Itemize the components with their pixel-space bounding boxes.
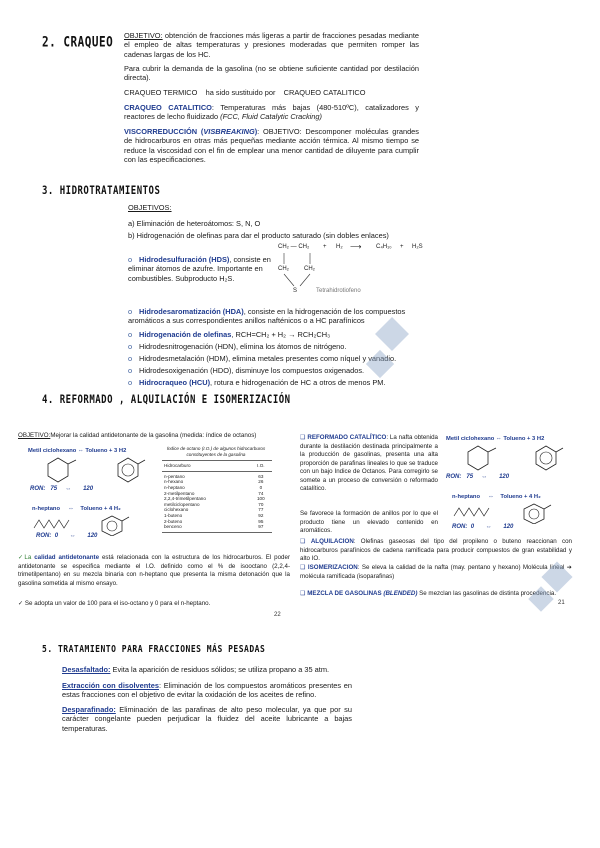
right-ron-label: RON: (446, 474, 462, 480)
checkbox-square-icon: ❑ (300, 434, 308, 441)
isomerizacion-paragraph (300, 564, 572, 581)
table-header-row (162, 461, 272, 472)
table-cell: 26 (258, 479, 264, 485)
table-cell: n-heptano (164, 484, 185, 490)
heading-reformado: 4. REFORMADO , ALQUILACIÓN E ISOMERIZACIÓN (42, 394, 291, 407)
right-r2-left: n-heptano (452, 494, 481, 500)
hdm-item: o Hidrodesmetalación (HDM), elimina metales presentes como níquel y vanadio. (128, 354, 397, 363)
reaction-ch2b: CH₂ (304, 266, 315, 272)
reformado-p2: Se favorece la formación de anillos por lo que el producto tiene un elevado contenido en aromáticos. (300, 510, 438, 534)
calidad-text: está relacionada con la estructura de los hidrocarburos. El poder antidetonante se especifica mediante el I.O. definido como el % de isooctano (2,2,4-trimetilpentano) en su mezcla binaria con n-heptano que presenta la misma detonación que la gasolina sometida al mismo ensayo. (18, 554, 291, 587)
ron2a: 0 (54, 533, 59, 539)
ring-molecules-1 (46, 456, 146, 486)
right-ron-arrow-2: ⇔ (485, 524, 492, 530)
extraccion (62, 681, 352, 700)
right-ron-label-2: RON: (452, 524, 468, 530)
heading-craqueo: 2. CRAQUEO (42, 34, 114, 51)
right-r2-arrow: ⇔ (488, 494, 494, 500)
ron2-row (36, 533, 97, 539)
hds-reaction (278, 244, 438, 304)
ext-text: : Eliminación de los compuestos aromáticos presentes en estas fracciones con el objetivo de evitar la oxidación de los aceites de refino. (62, 681, 352, 700)
octane-table-body (162, 460, 272, 533)
r1-label: Metil ciclohexano ⇔ Tolueno + 3 H2 (28, 448, 127, 454)
table-cell: 1-buteno (164, 512, 183, 518)
table-cell: ciclohexano (164, 507, 189, 513)
objetivos-label: OBJETIVOS: (128, 203, 172, 212)
reaction-s: S (293, 288, 298, 294)
r2-right: Tolueno + 4 H₂ (80, 506, 121, 512)
right-ron2b: 120 (503, 524, 514, 530)
alq-label: ALQUILACION (310, 538, 354, 545)
table-cell: 2-buteno (164, 518, 183, 524)
ron-label-2: RON: (36, 533, 52, 539)
table-header-cell: I.O. (257, 463, 265, 469)
table-cell: 70 (258, 501, 264, 507)
slide-left (18, 432, 298, 622)
alquilacion-paragraph (300, 538, 572, 564)
ext-label: Extracción con disolventes (62, 681, 159, 690)
craqueo-objetivo (124, 31, 419, 59)
table-header-cell: Hidrocarburo (164, 463, 191, 469)
hcu-text: , rotura e hidrogenación de HC a otros de menos PM. (210, 378, 386, 387)
right-r2-row (452, 494, 541, 500)
hds-item: o Hidrodesulfuración (HDS), consiste en eliminar átomos de azufre. Importante en combustibles. Subproducto H₂S. (128, 255, 271, 283)
table-row (162, 524, 272, 532)
heading-tratamiento: 5. TRATAMIENTO PARA FRACCIONES MÁS PESADAS (42, 643, 266, 655)
objetivo-a: a) Eliminación de heteroátomos: S, N, O (128, 219, 261, 228)
page-number-21: 21 (558, 600, 565, 606)
visb-text: : OBJETIVO: Descomponer moléculas grandes de hidrocarburos en otras más pequeñas mediante acción térmica. Al mismo tiempo se reduce la viscosidad con el fin de emplear una menor cantidad de diluyente para cumplir con las especificaciones. (124, 127, 419, 165)
reaction-ch2a: CH₂ (278, 266, 289, 272)
hdn-text: Hidrodesnitrogenación (HDN), elimina los átomos de nitrógeno. (139, 342, 347, 351)
hda-item: o Hidrodesaromatización (HDA), consiste en la hidrogenación de los compuestos aromáticos a sus correspondientes anillos nafténicos o a HC parafínicos (128, 307, 406, 326)
table-cell: 95 (258, 518, 264, 524)
table-cell: 77 (258, 507, 264, 513)
right-ron1a: 75 (466, 474, 474, 480)
reaction-plus2: + (400, 244, 404, 250)
table-cell: benceno (164, 524, 182, 530)
mez-text: Se mezclan las gasolinas de distinta procedencia. (417, 590, 557, 597)
hds-label: Hidrodesulfuración (HDS) (139, 255, 230, 264)
craqueo-p2: Para cubrir la demanda de la gasolina (no se obtiene suficiente cantidad por destilación directa). (124, 64, 419, 83)
desp-label: Desparafinado: (62, 705, 116, 714)
alq-text: : Olefinas gaseosas del tipo del propileno o buteno reaccionan con hidrocarburos parafínicos de cadena ramificada para producir compuestos de gran estabilidad y alto IO. (300, 538, 572, 562)
craqueo-termico-line (124, 88, 419, 97)
right-ron2-row (452, 524, 513, 530)
ron-arrow: ⇔ (65, 486, 72, 492)
hcu-label: Hidrocraqueo (HCU) (139, 378, 211, 387)
table-cell: 2,2,4-trimetilpentano (164, 496, 206, 502)
craqueo-catalitico (124, 103, 419, 122)
ron1a: 75 (50, 486, 58, 492)
ron-arrow-2: ⇔ (69, 533, 76, 539)
right-ron1-row (446, 474, 509, 480)
desasfaltado (62, 665, 362, 674)
objetivo-text: obtención de fracciones más ligeras a partir de fracciones pesadas mediante el empleo de altas temperaturas y presiones moderadas que permiten romper las cadenas largas de los HC. (124, 31, 419, 59)
reformado-paragraph (300, 434, 438, 494)
chain-molecules-2 (452, 502, 562, 524)
slide-objetivo-text: Mejorar la calidad antidetonante de la gasolina (medida: índice de octanos) (50, 432, 257, 439)
octane-table (156, 446, 276, 533)
table-cell: 0 (259, 484, 263, 490)
table-cell: n-pentano (164, 473, 185, 479)
table-cell: 74 (258, 490, 264, 496)
ron1-row (30, 486, 93, 492)
viscorreduccion: VISCORREDUCCIÓN (VISBREAKING): OBJETIVO: Descomponer moléculas grandes de hidrocarburos en otras más pequeñas mediante acción térmica. Al mismo tiempo se reduce la viscosidad con el fin de emplear una menor cantidad de diluyente para cumplir con las especificaciones. (124, 127, 419, 165)
ron1b: 120 (83, 486, 94, 492)
check-icon: ✓La (18, 554, 35, 561)
mez-label: MEZCLA DE GASOLINAS (307, 590, 382, 597)
hol-text: , RCH=CH₂ + H₂ → RCH₂CH₃ (231, 330, 331, 339)
table-cell: 63 (258, 473, 264, 479)
desasf-label: Desasfaltado: (62, 665, 111, 674)
calidad-bold: calidad antidetonante (34, 554, 100, 561)
r2-left: n-heptano (32, 506, 61, 512)
hdo-text: Hidrodesoxigenación (HDO), disminuye los compuestos oxigenados. (139, 366, 365, 375)
page-number-22: 22 (274, 612, 281, 618)
table-cell: 100 (257, 496, 265, 502)
ref-text: : La nafta obtenida durante la destilación destinada principalmente a la producción de gasolinas, presenta una alta proporción de parafinas lineales lo que se traduce con un bajo Indice de Octanos. Para corregirlo se somete a un proceso de conversión o reformado catalítico. (300, 434, 438, 492)
hds-text: , consiste en eliminar átomos de azufre. Importante en combustibles. Subproducto H₂S. (128, 255, 271, 283)
iso-label: ISOMERIZACION (307, 564, 358, 571)
desp-text: Eliminación de las parafinas de alto peso molecular, ya que por su carácter congelante pueden perjudicar la fluidez del aceite lubricante a bajas temperaturas. (62, 705, 352, 733)
desasf-text: Evita la aparición de residuos sólidos; se utiliza propano a 35 atm. (110, 665, 330, 674)
calidad-paragraph (18, 554, 290, 588)
right-ron-arrow: ⇔ (481, 474, 488, 480)
termico: CRAQUEO TERMICO (124, 88, 198, 97)
right-r1: Metil ciclohexano ⇔ Tolueno + 3 H2 (446, 436, 545, 442)
reaction-c4h10: C₄H₁₀ (376, 244, 392, 250)
table-title: Índice de octano (I.O.) de algunos hidrocarburos constituyentes de la gasolina (166, 446, 266, 457)
r2-row (32, 506, 121, 512)
objetivo-label: OBJETIVO: (124, 31, 163, 40)
hol-label: Hidrogenación de olefinas (139, 330, 232, 339)
reaction-plus1: + (323, 244, 327, 250)
visb-label: VISCORREDUCCIÓN (124, 127, 198, 136)
hdo-item: o Hidrodesoxigenación (HDO), disminuye los compuestos oxigenados. (128, 366, 365, 375)
hdn-item: o Hidrodesnitrogenación (HDN), elimina los átomos de nitrógeno. (128, 342, 347, 351)
ron-label: RON: (30, 486, 46, 492)
right-r2-right: Tolueno + 4 H₂ (500, 494, 541, 500)
hdm-text: Hidrodesmetalación (HDM), elimina metales presentes como níquel y vanadio. (139, 354, 397, 363)
slide-objetivo (18, 432, 256, 439)
checkbox-square-icon: ❑ (300, 590, 308, 597)
table-cell: 92 (258, 512, 264, 518)
hda-label: Hidrodesaromatización (HDA) (139, 307, 244, 316)
objetivo-b: b) Hidrogenación de olefinas para dar el producto saturado (sin dobles enlaces) (128, 231, 389, 240)
table-cell: 97 (258, 524, 264, 530)
reaction-name: Tetrahidrotiofeno (316, 288, 361, 294)
right-ron1b: 120 (499, 474, 510, 480)
hda-text: , consiste en la hidrogenación de los compuestos aromáticos a sus correspondientes anillos nafténicos o a HC parafínicos (128, 307, 406, 326)
hol-item: o Hidrogenación de olefinas, RCH=CH₂ + H₂ → RCH₂CH₃ (128, 330, 331, 339)
cat-text: : Temperaturas más bajas (480-510ºC), catalizadores y reactores de lecho fluidizado (124, 103, 419, 122)
reaction-h2: H₂ (336, 244, 343, 250)
reaction-arrow: ⟶ (350, 242, 362, 251)
visb-paren: VISBREAKING (203, 127, 255, 136)
reaction-h2s: H₂S (412, 244, 423, 250)
cat-italic: (FCC, Fluid Catalytic Cracking) (220, 112, 322, 122)
reaction-reactant: CH₂ — CH₂ (278, 244, 310, 250)
ring-molecules-2 (466, 444, 566, 474)
sustituido: ha sido sustituido por (205, 88, 276, 97)
table-cell: n-hexano (164, 479, 184, 485)
hcu-item: o Hidrocraqueo (HCU), rotura e hidrogenación de HC a otros de menos PM. (128, 378, 386, 387)
right-ron2a: 0 (470, 524, 475, 530)
desparafinado (62, 705, 352, 733)
checkbox-square-icon: ❑ (300, 538, 311, 545)
mez-italic: (BLENDED) (383, 590, 418, 597)
checkbox-square-icon: ❑ (300, 564, 308, 571)
valor-line: ✓ Se adopta un valor de 100 para el iso-octano y 0 para el n-heptano. (18, 600, 211, 607)
ref-label: REFORMADO CATALÍTICO (307, 434, 387, 441)
cat-label: CRAQUEO CATALITICO (124, 103, 212, 112)
catalitico-short: CRAQUEO CATALITICO (283, 88, 366, 97)
table-cell: 2-metilpentano (164, 490, 195, 496)
table-cell: metilciclopentano (164, 501, 200, 507)
r2-arrow: ⇔ (68, 506, 74, 512)
mezcla-paragraph (300, 590, 562, 599)
heading-hidrotratamientos: 3. HIDROTRATAMIENTOS (42, 185, 161, 198)
iso-text: : Se eleva la calidad de la nafta (may. pentano y hexano) Molécula lineal ➔ molécula ramificada (isoparafinas) (300, 564, 572, 580)
ron2b: 120 (87, 533, 98, 539)
slide-objetivo-label: OBJETIVO: (18, 432, 51, 439)
table-row (162, 471, 272, 479)
